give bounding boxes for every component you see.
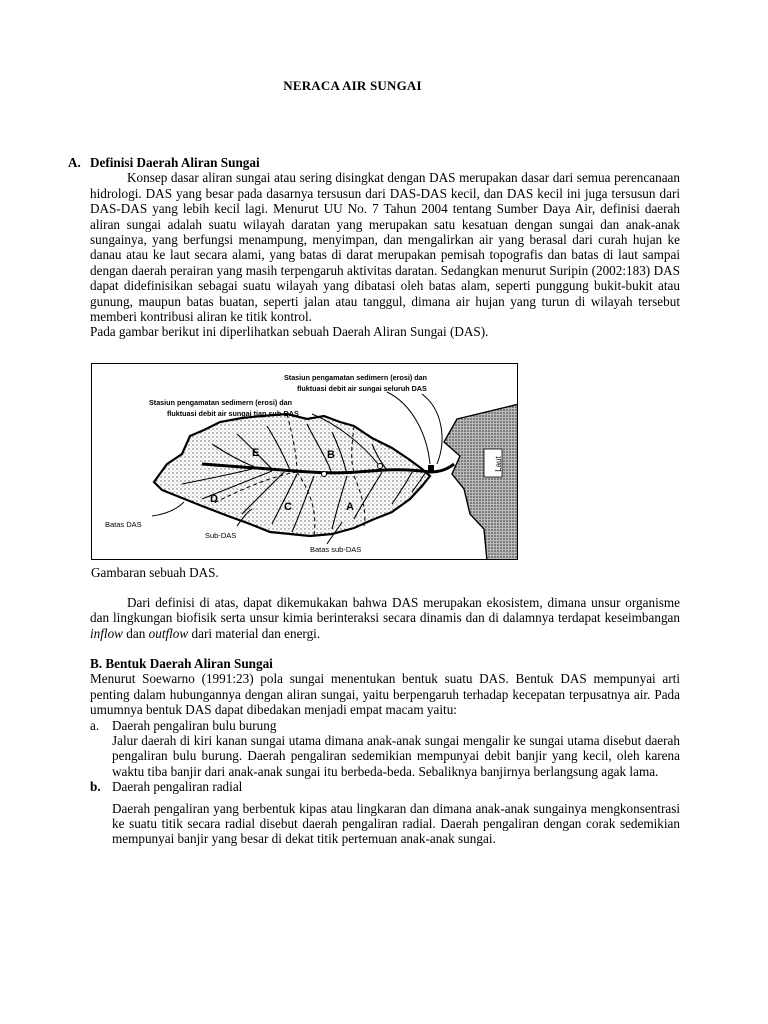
label-station-main-1: Stasiun pengamatan sedimern (erosi) dan [284, 373, 427, 382]
list-marker-b: b. [90, 779, 101, 795]
list-marker-a: a. [90, 717, 100, 733]
conclusion-text-1: Dari definisi di atas, dapat dikemukakan bahwa DAS merupakan ekosistem, dimana unsur organisme dan lingkungan biofisik serta unsur kimia berinteraksi secara dinamis dan di dalamnya terdapat keseimbangan [90, 595, 680, 626]
das-figure [91, 363, 518, 560]
region-c: C [284, 501, 292, 513]
conclusion-inflow: inflow [90, 625, 123, 641]
region-e: E [252, 447, 260, 459]
figure-caption: Gambaran sebuah DAS. [91, 565, 219, 580]
label-laut: Laut [494, 456, 503, 472]
sea-area [444, 404, 518, 560]
list-title-b: Daerah pengaliran radial [112, 779, 243, 795]
list-item-a [90, 718, 680, 733]
list-body-a: Jalur daerah di kiri kanan sungai utama dimana anak-anak sungai mengalir ke sungai utama disebut daerah pengaliran bulu burung. Daerah pengaliran sedemikian mempunyai debit banjir yang kecil, oleh karena waktu tiba banjir dari anak-anak sungai itu berbeda-beda. Sebaliknya banjirnya berlangsung agak lama. [112, 733, 680, 779]
list-item-b [90, 779, 680, 794]
das-map-illustration [92, 364, 518, 560]
section-b-paragraph: Menurut Soewarno (1991:23) pola sungai menentukan bentuk suatu DAS. Bentuk DAS mempunyai arti penting dalam hubungannya dengan aliran sungai, yaitu berpengaruh terhadap kecepatan terpusatnya air. Pada umumnya bentuk DAS dapat dibedakan menjadi empat macam yaitu: [90, 671, 680, 718]
station-sub-marker-1 [378, 464, 383, 469]
region-b: B [327, 449, 335, 461]
section-a [68, 155, 680, 340]
watershed-boundary [154, 414, 430, 536]
label-station-sub-1: Stasiun pengamatan sedimern (erosi) dan [149, 398, 292, 407]
section-a-paragraph: Konsep dasar aliran sungai atau sering disingkat dengan DAS merupakan dasar dari semua perencanaan hidrologi. DAS yang besar pada dasarnya tersusun dari DAS-DAS kecil, dan DAS kecil ini juga tersusun dari DAS-DAS yang lebih kecil lagi. Menurut UU No. 7 Tahun 2004 tentang Sumber Daya Air, definisi daerah aliran sungai adalah suatu wilayah daratan yang merupakan satu kesatuan dengan sungai dan anak-anak sungainya, yang berfungsi menampung, menyimpan, dan mengalirkan air yang berasal dari curah hujan ke danau atau ke laut secara alami, yang batas di darat merupakan pemisah topografis dan batas di laut sampai dengan daerah perairan yang masih terpengaruh aktivitas daratan. Sedangkan menurut Suripin (2002:183) DAS dapat didefinisikan sebagai suatu wilayah yang dibatasi oleh batas alam, seperti punggung bukit-bukit atau gunung, maupun batas buatan, seperti jalan atau tanggul, dimana air hujan yang turun di wilayah tersebut memberi kontribusi aliran ke titik kontrol. [90, 170, 680, 325]
station-sub-marker-2 [322, 472, 327, 477]
label-batas-das: Batas DAS [105, 520, 142, 529]
section-b-number: B. [90, 656, 103, 671]
label-batas-sub-das: Batas sub-DAS [310, 545, 362, 554]
conclusion-paragraph [68, 595, 680, 641]
section-a-heading [68, 155, 680, 170]
conclusion-text-2: dan [122, 625, 149, 641]
page-title: NERACA AIR SUNGAI [283, 78, 422, 93]
section-b [90, 656, 680, 847]
station-main-marker [428, 465, 434, 473]
label-station-sub-2: fluktuasi debit air sungai tiap sub-DAS [167, 409, 299, 418]
list-title-a: Daerah pengaliran bulu burung [112, 717, 277, 733]
section-b-title: Bentuk Daerah Aliran Sungai [105, 656, 273, 671]
label-station-main-2: fluktuasi debit air sungai seluruh DAS [297, 384, 427, 393]
conclusion-text-3: dari material dan energi. [188, 625, 321, 641]
region-d: D [210, 493, 218, 505]
region-a: A [346, 501, 354, 513]
list-body-b: Daerah pengaliran yang berbentuk kipas atau lingkaran dan dimana anak-anak sungainya mengkonsentrasi ke suatu titik secara radial disebut daerah pengaliran radial. Daerah pengaliran dengan corak sedemikian mempunyai banjir yang besar di dekat titik pertemuan anak-anak sungai. [112, 800, 680, 847]
label-sub-das: Sub-DAS [205, 531, 237, 540]
section-b-heading [90, 656, 680, 671]
conclusion-outflow: outflow [148, 625, 189, 641]
section-a-number: A. [68, 155, 81, 170]
section-a-title: Definisi Daerah Aliran Sungai [90, 155, 260, 170]
figure-intro: Pada gambar berikut ini diperlihatkan sebuah Daerah Aliran Sungai (DAS). [90, 324, 489, 340]
